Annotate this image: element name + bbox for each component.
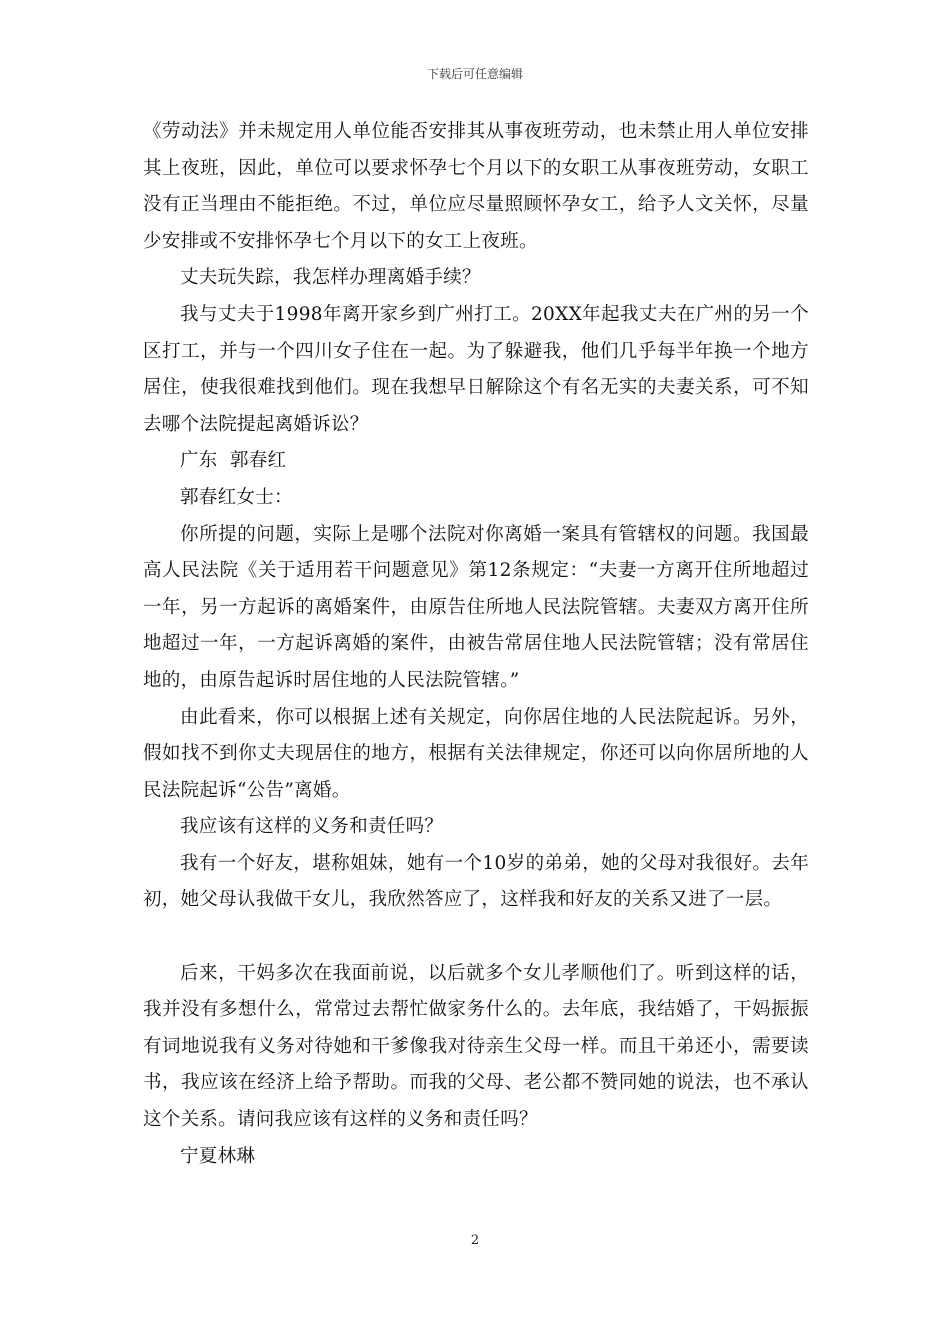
paragraph-divorce-question: 我与丈夫于1998年离开家乡到广州打工。20XX年起我丈夫在广州的另一个区打工，并与一个四川女子住在一起。为了躲避我，他们几乎每半年换一个地方居住，使我很难找到他们。现在我想早日解除这个有名无实的夫妻关系，可不知去哪个法院提起离婚诉讼？ (143, 303, 809, 435)
paragraph-continued-labor-law: 《劳动法》并未规定用人单位能否安排其从事夜班劳动，也未禁止用人单位安排其上夜班，因此，单位可以要求怀孕七个月以下的女职工从事夜班劳动，女职工没有正当理由不能拒绝。不过，单位应尽量照顾怀孕女工，给予人文关怀，尽量少安排或不安排怀孕七个月以下的女工上夜班。 (143, 121, 809, 252)
signature-ningxia: 宁夏林琳 (180, 1145, 256, 1167)
question-title-divorce: 丈夫玩失踪，我怎样办理离婚手续？ (180, 267, 481, 289)
page-header: 下载后可任意编辑 (426, 67, 523, 81)
paragraph-answer-jurisdiction: 你所提的问题，实际上是哪个法院对你离婚一案具有管辖权的问题。我国最高人民法院《关于适用若干问题意见》第12条规定：“夫妻一方离开住所地超过一年，另一方起诉的离婚案件，由原告住所地人民法院管辖。夫妻双方离开住所地超过一年，一方起诉离婚的案件，由被告常居住地人民法院管辖；没有常居住地的，由原告起诉时居住地的人民法院管辖。” (143, 523, 809, 691)
signature-guangdong: 广东 郭春红 (180, 450, 287, 472)
paragraph-obligation-detail: 后来，干妈多次在我面前说，以后就多个女儿孝顺他们了。听到这样的话，我并没有多想什么，常常过去帮忙做家务什么的。去年底，我结婚了，干妈振振有词地说我有义务对待她和干爹像我对待亲生父母一样。而且干弟还小，需要读书，我应该在经济上给予帮助。而我的父母、老公都不赞同她的说法，也不承认这个关系。请问我应该有这样的义务和责任吗？ (143, 962, 809, 1131)
document-body (143, 114, 809, 1175)
paragraph-obligation-intro: 我有一个好友，堪称姐妹，她有一个10岁的弟弟，她的父母对我很好。去年初，她父母认我做干女儿，我欣然答应了，这样我和好友的关系又进了一层。 (143, 852, 809, 911)
paragraph-answer-conclusion: 由此看来，你可以根据上述有关规定，向你居住地的人民法院起诉。另外，假如找不到你丈夫现居住的地方，根据有关法律规定，你还可以向你居所地的人民法院起诉“公告”离婚。 (143, 706, 809, 801)
question-title-obligation: 我应该有这样的义务和责任吗？ (180, 816, 444, 838)
page-number: 2 (470, 1233, 480, 1248)
salutation: 郭春红女士： (180, 486, 293, 508)
blank-line (143, 919, 809, 956)
